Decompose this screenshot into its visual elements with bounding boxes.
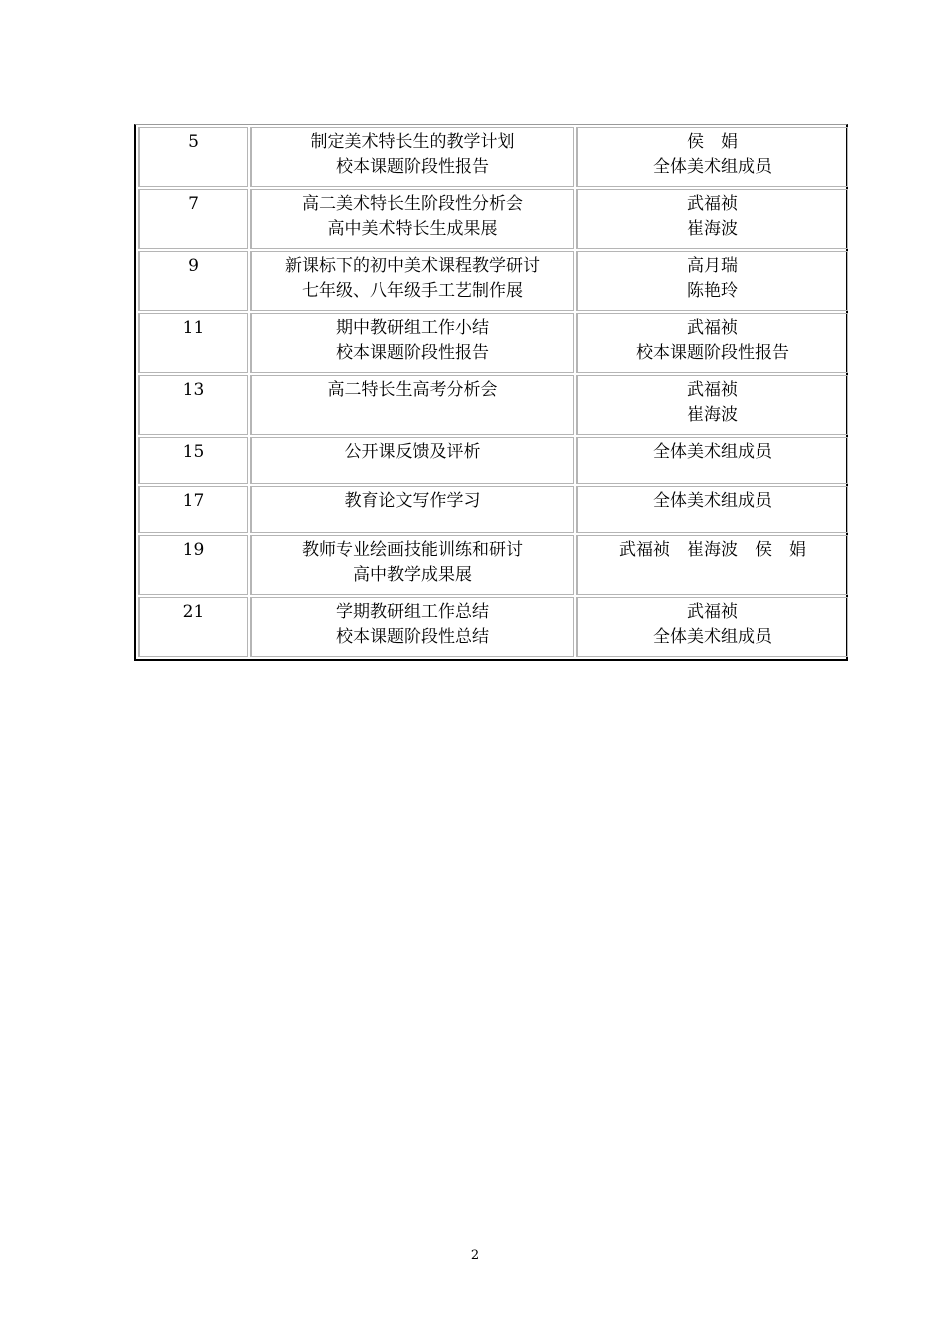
person-line: 陈艳玲 [687, 281, 738, 301]
table-row [138, 189, 848, 249]
person-line: 武福祯 [687, 318, 738, 338]
week-number: 17 [182, 491, 205, 511]
person-line: 武福祯 [687, 380, 738, 400]
table-row [138, 127, 848, 187]
person-line: 高月瑞 [687, 256, 738, 276]
activity-line: 高中教学成果展 [353, 565, 472, 585]
person-cell [576, 437, 848, 484]
week-number: 15 [182, 442, 205, 462]
activity-cell [250, 313, 574, 373]
person-cell [576, 597, 848, 657]
activity-cell [250, 375, 574, 435]
person-line: 武福祯 崔海波 侯 娟 [619, 540, 806, 560]
week-number: 9 [188, 256, 199, 276]
week-cell [138, 251, 248, 311]
activity-line: 学期教研组工作总结 [336, 602, 489, 622]
activity-line: 校本课题阶段性报告 [336, 157, 489, 177]
person-line: 全体美术组成员 [653, 442, 772, 462]
week-number: 7 [188, 194, 199, 214]
week-cell [138, 375, 248, 435]
person-line: 侯 娟 [687, 132, 738, 152]
person-line: 全体美术组成员 [653, 157, 772, 177]
table-row [138, 486, 848, 533]
person-line: 武福祯 [687, 194, 738, 214]
activity-cell [250, 251, 574, 311]
week-cell [138, 437, 248, 484]
table-row [138, 437, 848, 484]
activity-cell [250, 597, 574, 657]
activity-line: 新课标下的初中美术课程教学研讨 [285, 256, 540, 276]
week-cell [138, 127, 248, 187]
week-cell [138, 535, 248, 595]
week-number: 11 [182, 318, 205, 338]
activity-line: 高中美术特长生成果展 [327, 219, 498, 239]
person-cell [576, 251, 848, 311]
activity-line: 公开课反馈及评析 [344, 442, 481, 462]
activity-cell [250, 437, 574, 484]
week-cell [138, 597, 248, 657]
person-cell [576, 375, 848, 435]
week-cell [138, 189, 248, 249]
person-line: 崔海波 [687, 405, 738, 425]
activity-line: 高二特长生高考分析会 [327, 380, 498, 400]
person-line: 全体美术组成员 [653, 627, 772, 647]
person-line: 崔海波 [687, 219, 738, 239]
week-number: 13 [182, 380, 205, 400]
person-cell [576, 313, 848, 373]
week-number: 21 [182, 602, 205, 622]
person-line: 校本课题阶段性报告 [636, 343, 789, 363]
table-row [138, 375, 848, 435]
activity-line: 期中教研组工作小结 [336, 318, 489, 338]
person-cell [576, 127, 848, 187]
activity-line: 高二美术特长生阶段性分析会 [302, 194, 523, 214]
person-cell [576, 486, 848, 533]
activity-line: 教师专业绘画技能训练和研讨 [302, 540, 523, 560]
activity-line: 七年级、八年级手工艺制作展 [302, 281, 523, 301]
activity-cell [250, 189, 574, 249]
week-cell [138, 486, 248, 533]
activity-line: 校本课题阶段性总结 [336, 627, 489, 647]
week-number: 5 [188, 132, 199, 152]
activity-cell [250, 486, 574, 533]
table-row [138, 251, 848, 311]
week-cell [138, 313, 248, 373]
table-row [138, 313, 848, 373]
table-row [138, 597, 848, 657]
person-line: 武福祯 [687, 602, 738, 622]
person-cell [576, 535, 848, 595]
schedule-grid [136, 125, 850, 659]
activity-line: 教育论文写作学习 [344, 491, 481, 511]
page-number: 2 [470, 1248, 480, 1263]
table-row [138, 535, 848, 595]
week-number: 19 [182, 540, 205, 560]
activity-cell [250, 127, 574, 187]
person-cell [576, 189, 848, 249]
activity-line: 校本课题阶段性报告 [336, 343, 489, 363]
activity-line: 制定美术特长生的教学计划 [310, 132, 515, 152]
activity-cell [250, 535, 574, 595]
schedule-table [134, 124, 848, 661]
person-line: 全体美术组成员 [653, 491, 772, 511]
